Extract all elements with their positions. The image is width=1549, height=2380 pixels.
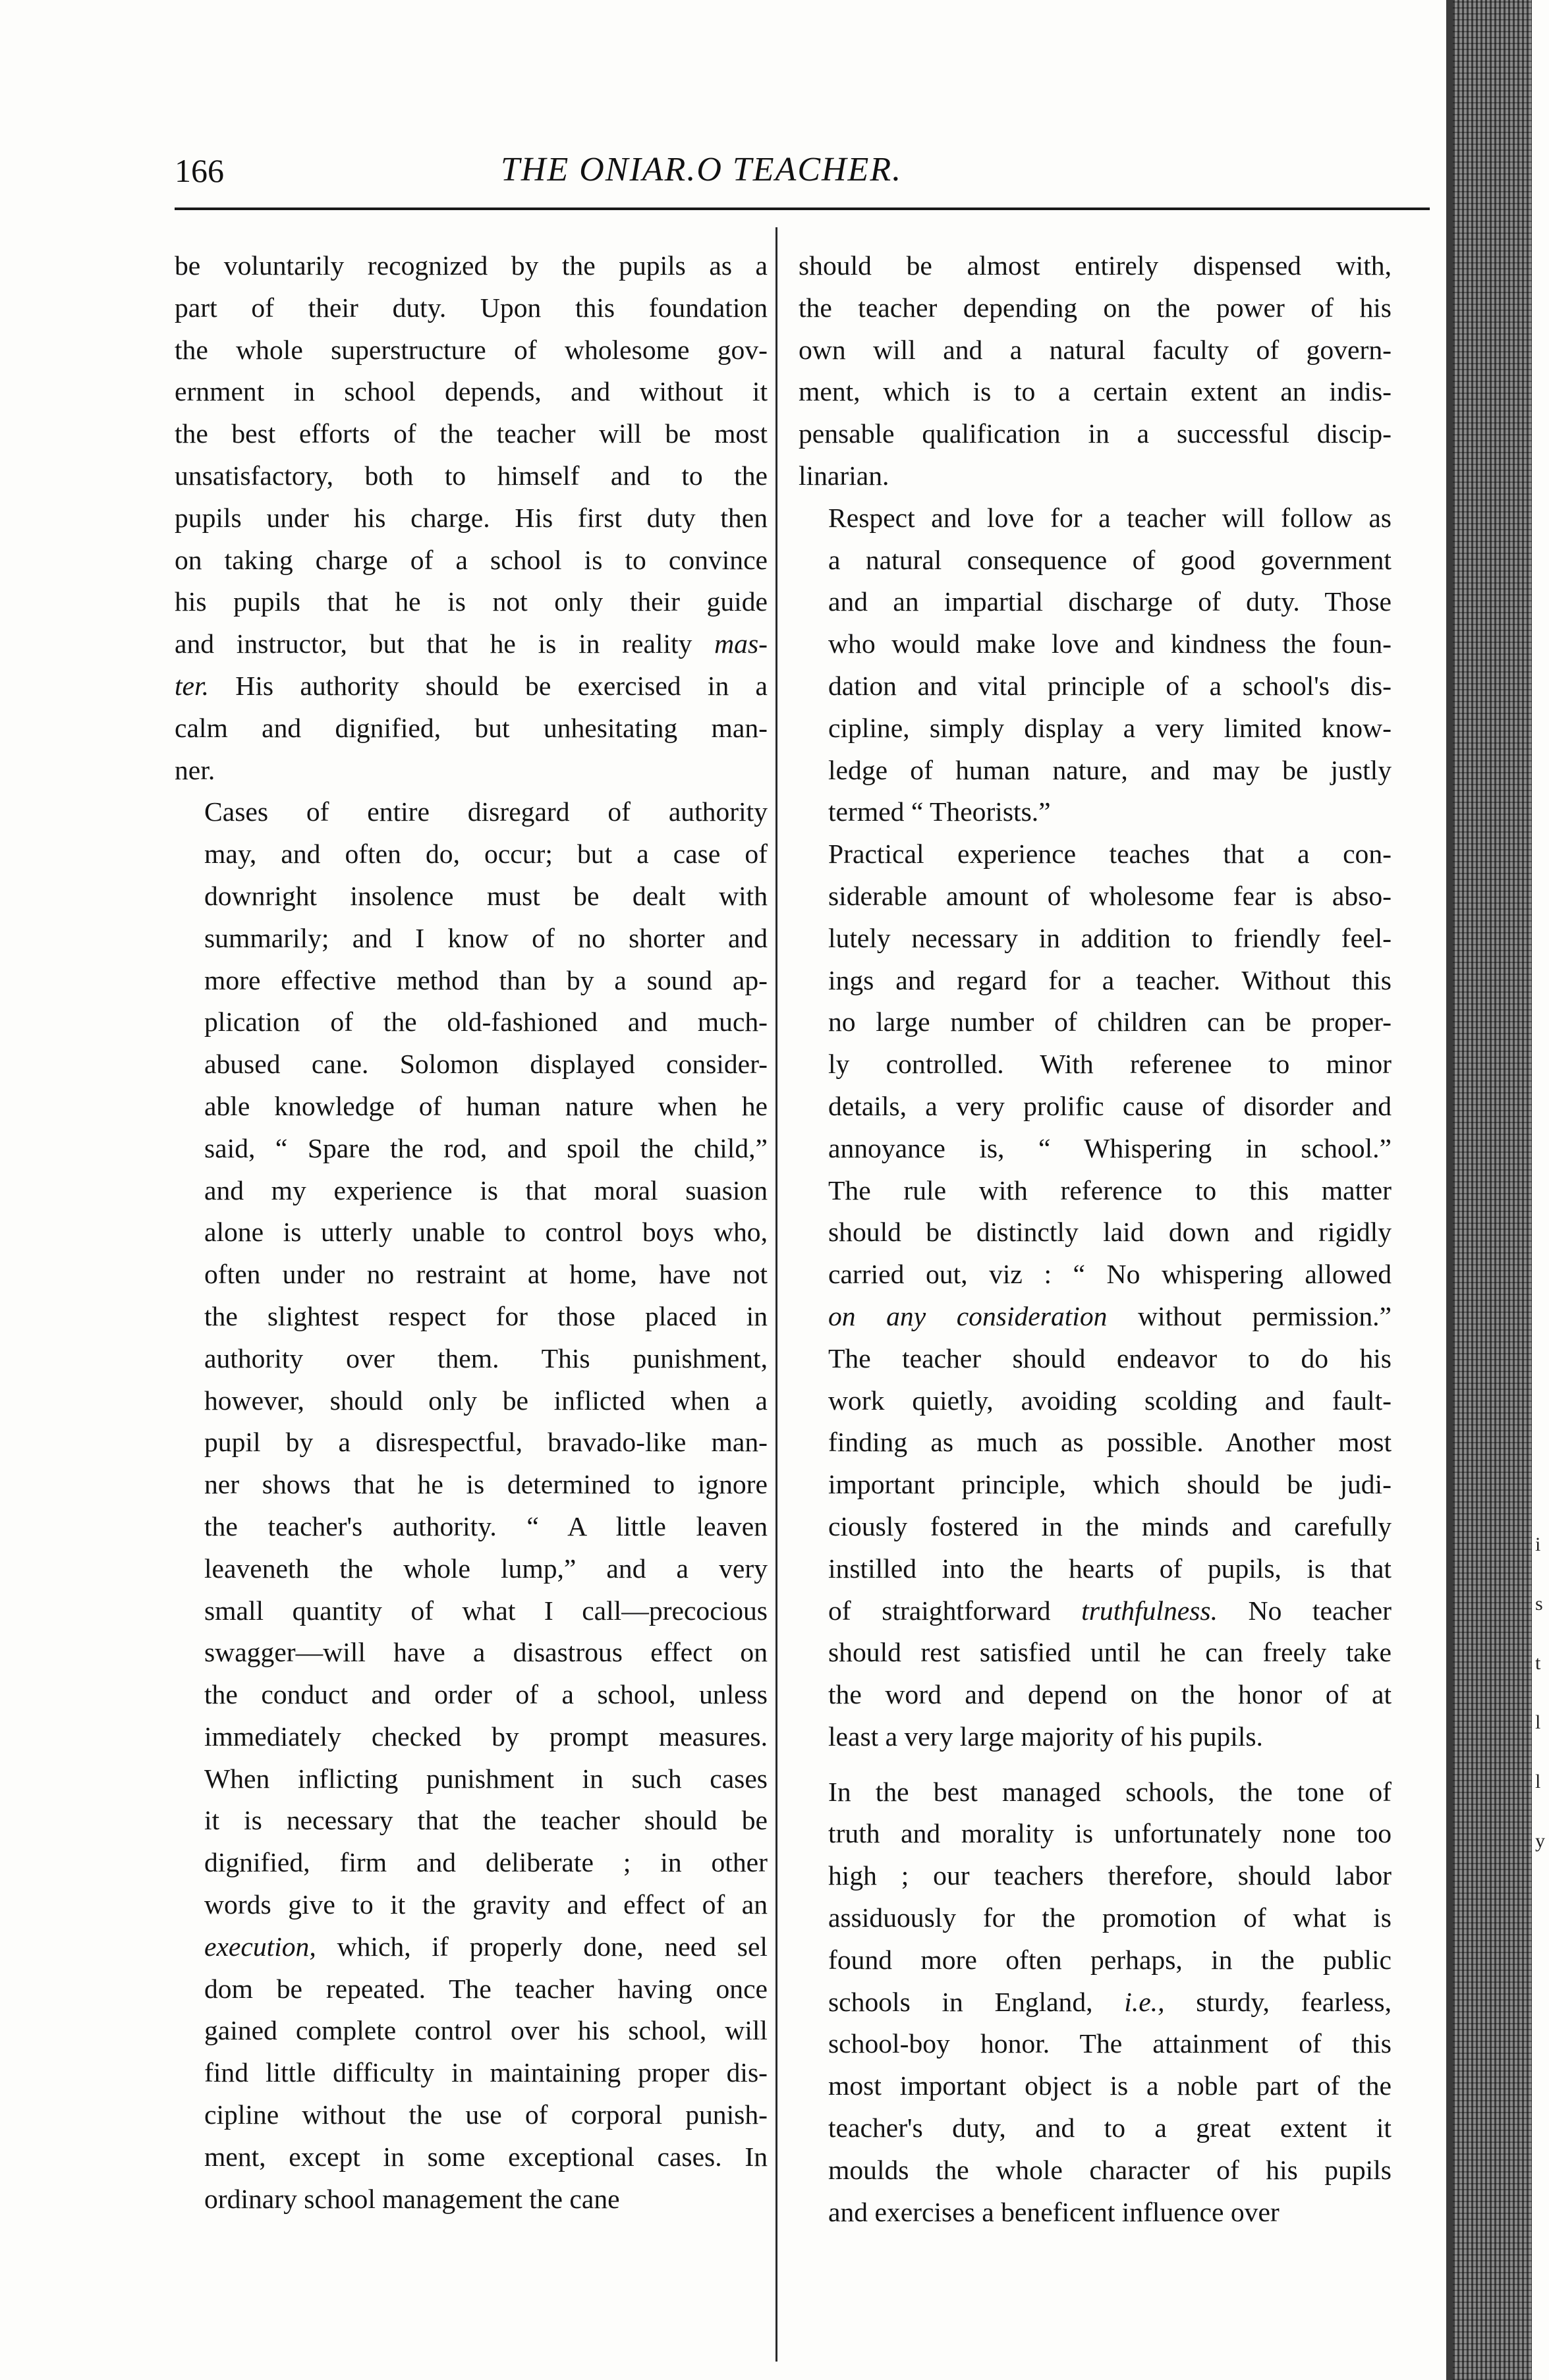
text-line: instilled into the hearts of pupils, is that: [828, 1553, 1392, 1584]
text-line: on any consideration without permission.”: [828, 1300, 1392, 1331]
text-line: immediately checked by prompt measures.: [204, 1721, 768, 1752]
text-line: carried out, viz : “ No whispering allowed: [828, 1259, 1392, 1290]
text-line: and my experience is that moral suasion: [204, 1175, 768, 1205]
text-line: execution, which, if properly done, need sel: [204, 1931, 768, 1962]
text-line: should rest satisfied until he can freely take: [828, 1637, 1392, 1668]
text-line: annoyance is, “ Whispering in school.”: [828, 1132, 1392, 1163]
text-line: part of their duty. Upon this foundation: [175, 292, 768, 323]
text-line: of straightforward truthfulness. No teacher: [828, 1595, 1392, 1626]
text-line: the best efforts of the teacher will be most: [175, 418, 768, 449]
text-line: termed “ Theorists.”: [828, 796, 1051, 827]
text-line: Respect and love for a teacher will follow as: [828, 502, 1392, 533]
text-line: on taking charge of a school is to convince: [175, 544, 768, 575]
text-line: be voluntarily recognized by the pupils as a: [175, 250, 768, 281]
binding-edge: [1446, 0, 1453, 2380]
paragraph: [799, 245, 1392, 497]
text-line: school-boy honor. The attainment of this: [828, 2028, 1392, 2059]
text-line: ner shows that he is determined to ignore: [204, 1469, 768, 1500]
text-line: a natural consequence of good government: [828, 544, 1392, 575]
text-line: downright insolence must be dealt with: [204, 880, 768, 911]
column-divider: [775, 227, 777, 2362]
text-line: more effective method than by a sound ap-: [204, 964, 768, 995]
text-line: and exercises a beneficent influence over: [828, 2196, 1280, 2227]
text-line: the teacher depending on the power of his: [799, 292, 1392, 323]
text-line: and an impartial discharge of duty. Those: [828, 586, 1392, 617]
text-line: who would make love and kindness the foun-: [828, 628, 1392, 659]
text-line: the word and depend on the honor of at: [828, 1679, 1392, 1710]
text-line: schools in England, i.e., sturdy, fearless,: [828, 1986, 1392, 2017]
paragraph: [799, 833, 1392, 1758]
text-line: lutely necessary in addition to friendly feel-: [828, 922, 1392, 953]
text-line: work quietly, avoiding scolding and fault-: [828, 1385, 1392, 1416]
text-line: finding as much as possible. Another most: [828, 1427, 1392, 1458]
right-column: [799, 245, 1392, 2373]
text-line: may, and often do, occur; but a case of: [204, 839, 768, 870]
text-line: calm and dignified, but unhesitating man-: [175, 712, 768, 743]
text-line: ordinary school management the cane: [204, 2183, 620, 2214]
running-head: THE ONIAR.O TEACHER.: [501, 151, 903, 188]
text-line: authority over them. This punishment,: [204, 1342, 768, 1373]
text-line: however, should only be inflicted when a: [204, 1385, 768, 1416]
text-line: Practical experience teaches that a con-: [828, 839, 1392, 870]
margin-mark: t: [1535, 1652, 1541, 1674]
text-line: In the best managed schools, the tone of: [828, 1776, 1392, 1807]
text-line: swagger—will have a disastrous effect on: [204, 1637, 768, 1668]
text-line: The rule with reference to this matter: [828, 1175, 1392, 1205]
text-line: it is necessary that the teacher should be: [204, 1805, 768, 1836]
text-line: ly controlled. With referenee to minor: [828, 1049, 1392, 1080]
text-line: ciously fostered in the minds and carefully: [828, 1510, 1392, 1541]
text-line: no large number of children can be proper-: [828, 1007, 1392, 1038]
text-line: gained complete control over his school, will: [204, 2015, 768, 2046]
text-line: the conduct and order of a school, unless: [204, 1679, 768, 1710]
text-line: leaveneth the whole lump,” and a very: [204, 1553, 768, 1584]
text-line: the teacher's authority. “ A little leaven: [204, 1510, 768, 1541]
text-line: dom be repeated. The teacher having once: [204, 1973, 768, 2004]
paragraph: [799, 497, 1392, 833]
text-line: ner.: [175, 754, 215, 785]
text-line: able knowledge of human nature when he: [204, 1090, 768, 1121]
header-rule: [175, 208, 1430, 210]
text-line: own will and a natural faculty of govern-: [799, 334, 1392, 365]
text-line: often under no restraint at home, have not: [204, 1259, 768, 1290]
text-line: the slightest respect for those placed in: [204, 1300, 768, 1331]
text-line: high ; our teachers therefore, should labor: [828, 1860, 1392, 1891]
text-line: ment, which is to a certain extent an indis-: [799, 376, 1392, 407]
text-line: teacher's duty, and to a great extent it: [828, 2113, 1392, 2144]
text-line: siderable amount of wholesome fear is abso-: [828, 880, 1392, 911]
binding-strip: [1453, 0, 1532, 2380]
text-line: dignified, firm and deliberate ; in other: [204, 1847, 768, 1878]
text-line: should be distinctly laid down and rigidly: [828, 1217, 1392, 1248]
text-line: details, a very prolific cause of disorder and: [828, 1090, 1392, 1121]
text-line: truth and morality is unfortunately none too: [828, 1818, 1392, 1849]
text-line: moulds the whole character of his pupils: [828, 2154, 1392, 2185]
text-line: linarian.: [799, 460, 889, 491]
binding-margin-marks: [1535, 1515, 1549, 1852]
text-line: ings and regard for a teacher. Without this: [828, 964, 1392, 995]
paragraph: [175, 791, 768, 2220]
text-line: plication of the old-fashioned and much-: [204, 1007, 768, 1038]
text-line: pupils under his charge. His first duty then: [175, 502, 768, 533]
page-number: 166: [175, 152, 224, 189]
margin-mark: i: [1535, 1534, 1541, 1555]
text-line: words give to it the gravity and effect of an: [204, 1889, 768, 1920]
text-line: found more often perhaps, in the public: [828, 1944, 1392, 1975]
text-line: ledge of human nature, and may be justly: [828, 754, 1392, 785]
text-line: unsatisfactory, both to himself and to the: [175, 460, 768, 491]
text-line: should be almost entirely dispensed with,: [799, 250, 1392, 281]
paragraph: [175, 245, 768, 791]
margin-mark: l: [1535, 1711, 1541, 1733]
margin-mark: s: [1535, 1593, 1543, 1615]
text-line: cipline without the use of corporal punish-: [204, 2099, 768, 2130]
paragraph: [799, 1771, 1392, 2234]
text-line: pupil by a disrespectful, bravado-like man-: [204, 1427, 768, 1458]
margin-mark: y: [1535, 1830, 1545, 1852]
text-line: dation and vital principle of a school's dis-: [828, 670, 1392, 701]
text-line: the whole superstructure of wholesome gov-: [175, 334, 768, 365]
text-line: Cases of entire disregard of authority: [204, 796, 768, 827]
text-line: least a very large majority of his pupils.: [828, 1721, 1263, 1752]
text-line: ment, except in some exceptional cases. In: [204, 2141, 768, 2172]
text-line: assiduously for the promotion of what is: [828, 1902, 1392, 1933]
text-line: ter. His authority should be exercised in a: [175, 670, 768, 701]
text-line: find little difficulty in maintaining proper dis-: [204, 2057, 768, 2088]
text-line: cipline, simply display a very limited know-: [828, 712, 1392, 743]
text-line: and instructor, but that he is in reality mas-: [175, 628, 768, 659]
text-line: said, “ Spare the rod, and spoil the child,”: [204, 1132, 768, 1163]
margin-mark: l: [1535, 1771, 1541, 1792]
left-column: [175, 245, 768, 2373]
text-line: small quantity of what I call—precocious: [204, 1595, 768, 1626]
text-line: important principle, which should be judi-: [828, 1469, 1392, 1500]
text-line: his pupils that he is not only their guide: [175, 586, 768, 617]
text-line: The teacher should endeavor to do his: [828, 1342, 1392, 1373]
text-line: When inflicting punishment in such cases: [204, 1763, 768, 1794]
text-line: ernment in school depends, and without it: [175, 376, 768, 407]
text-line: most important object is a noble part of the: [828, 2070, 1392, 2101]
text-line: pensable qualification in a successful discip-: [799, 418, 1392, 449]
text-line: alone is utterly unable to control boys who,: [204, 1217, 768, 1248]
text-line: abused cane. Solomon displayed consider-: [204, 1049, 768, 1080]
text-line: summarily; and I know of no shorter and: [204, 922, 768, 953]
